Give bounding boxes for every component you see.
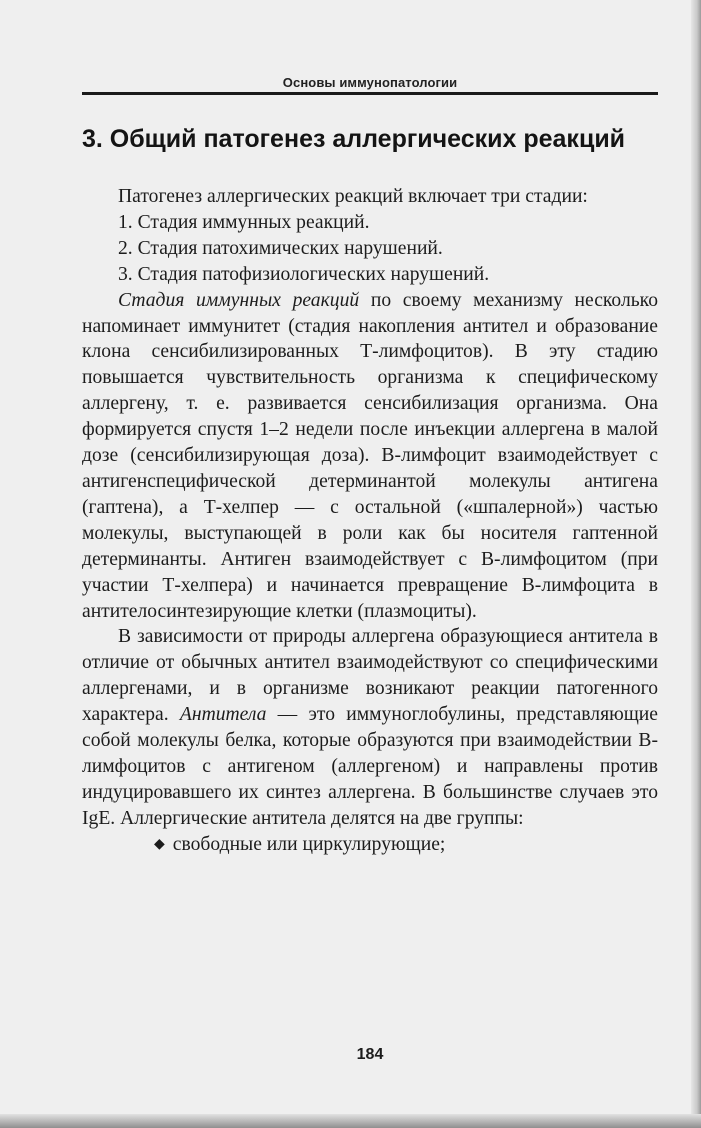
section-title: 3. Общий патогенез аллергических реакций (82, 125, 626, 153)
page-number: 184 (356, 1046, 384, 1063)
stage-item-1: 1. Стадия иммунных реакций. (118, 211, 370, 233)
paragraph-immune-stage-text: по своему механизму несколько напоминает иммунитет (стадия накопления антител и образование клона сенсибилизированных Т-лимфоцитов). В эту стадию повышается чувствительность организма к специфическому аллергену, т. е. развивается сенсибилизация организма. Она формируется спустя 1–2 недели после инъекции аллергена в малой дозе (сенсибилизирующая доза). В-лимфоцит взаимодействует с антигенспецифической детерминантой молекулы антигена (гаптена), а Т-хелпер — с остальной («шпалерной») частью молекулы, выступающей в роли как бы носителя гаптенной детерминанты. Антиген взаимодействует с В-лимфоцитом (при участии Т-хелпера) и начинается превращение В-лимфоцита в антителосинтезирующие клетки (плазмоциты). (82, 289, 658, 622)
intro-paragraph: Патогенез аллергических реакций включает три стадии: (118, 186, 588, 207)
diamond-bullet-icon: ◆ (154, 836, 165, 852)
body-text (82, 184, 658, 860)
italic-term-immune-stage: Стадия иммунных реакций (118, 289, 360, 311)
stage-item-3: 3. Стадия патофизиологических нарушений. (118, 263, 490, 285)
running-header: Основы иммунопатологии (282, 75, 458, 90)
paragraph-antibodies-text-1: В зависимости от природы аллергена образующиеся антитела в отличие от обычных антител взаимодействуют со специфическими аллергенами, и в организме возникают реакции патогенного характера. (82, 626, 658, 726)
bullet-item (82, 832, 658, 860)
paragraph-antibodies (82, 624, 658, 831)
header-rule (82, 92, 658, 95)
bullet-item-text: свободные или циркулирующие; (172, 833, 446, 855)
stage-item-2: 2. Стадия патохимических нарушений. (118, 237, 443, 259)
page-edge-shadow (691, 0, 701, 1128)
page-bottom-shadow (0, 1114, 701, 1128)
paragraph-immune-stage (82, 288, 658, 625)
italic-term-antibodies: Антитела (179, 704, 267, 726)
paragraph-antibodies-text-2: — это иммуноглобулины, представляющие собой молекулы белка, которые образуются при взаимодействии В-лимфоцитов с антигеном (аллергеном) и направлены против индуцировавшего их синтез аллергена. В большинстве случаев это IgE. Аллергические антитела делятся на две группы: (82, 704, 658, 829)
